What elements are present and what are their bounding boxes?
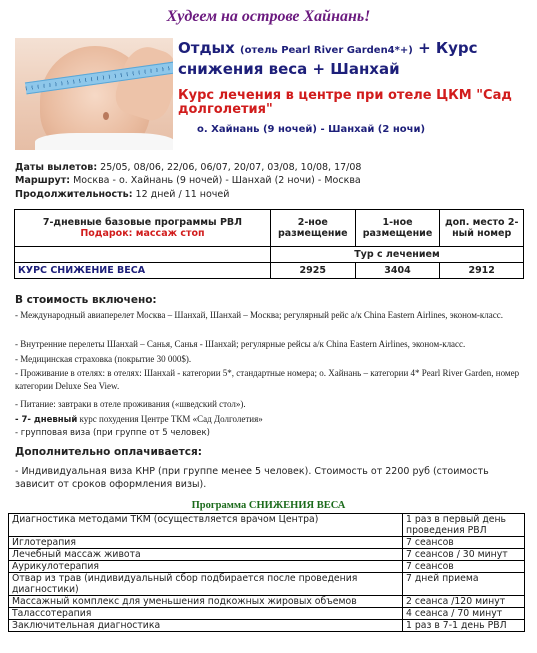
program-row [9,561,525,573]
hero-photo [15,38,173,150]
program-procedure: Талассотерапия [9,608,403,620]
program-frequency: 7 сеансов [403,537,525,549]
hotel-note: (отель Pearl River Garden4*+) [240,45,413,56]
price-double: 2925 [270,263,355,279]
included-item-visa: - групповая виза (при группе от 5 человек) [15,428,210,438]
price-single: 3404 [355,263,440,279]
route-value: Москва - о. Хайнань (9 ночей) - Шанхай (2 ночи) - Москва [73,175,361,186]
route-line [15,175,361,186]
program-title: Программа СНИЖЕНИЯ ВЕСА [191,500,346,511]
duration-value: 12 дней / 11 ночей [135,189,230,200]
route-label: Маршрут: [15,175,71,186]
program-header: 7-дневные базовые программы РВЛ [42,217,243,228]
offer-title-part1: Отдых [178,39,235,57]
program-frequency: 1 раз в 7-1 день РВЛ [403,620,525,632]
tour-label-row [15,247,524,263]
program-row [9,620,525,632]
price-header-row [15,210,524,247]
program-header-cell [15,210,271,247]
included-item-hotels: - Проживание в отелях: в отелях: Шанхай - категории 5*, стандартные номера; о. Хайнань – категории 4* Pearl River Garden, номер категории Deluxe Sea View. [15,368,520,391]
included-item-meals: - Питание: завтраки в отеле проживания («шведский стол»). [15,399,246,409]
extra-heading: Дополнительно оплачивается: [15,446,202,458]
program-procedure: Массажный комплекс для уменьшения подкожных жировых объемов [9,596,403,608]
program-row [9,573,525,596]
tour-label: Тур с лечением [270,247,523,263]
course-rest: курс похудения Центре ТКМ «Сад Долголетия» [79,414,263,424]
offer-title [178,39,528,78]
garment-shape [35,133,173,150]
offer-title-part2: + Курс снижения веса + Шанхай [178,39,478,78]
program-row [9,514,525,537]
course-name: КУРС СНИЖЕНИЕ ВЕСА [15,263,271,279]
program-body [9,514,525,632]
navel-shape [103,112,109,120]
included-item-flight: - Международный авиаперелет Москва – Шанхай, Шанхай – Москва; регулярный рейс а/к China Eastern Airlines, эконом-класс. [15,310,504,320]
col-extra: доп. место 2-ный номер [440,210,524,247]
program-procedure: Диагностика методами ТКМ (осуществляется врачом Центра) [9,514,403,537]
program-frequency: 7 дней приема [403,573,525,596]
program-row [9,537,525,549]
col-double: 2-ное размещение [270,210,355,247]
program-frequency: 7 сеансов [403,561,525,573]
program-procedure: Иглотерапия [9,537,403,549]
program-row [9,596,525,608]
program-procedure: Отвар из трав (индивидуальный сбор подбирается после проведения диагностики) [9,573,403,596]
tour-label-empty [15,247,271,263]
program-frequency: 4 сеанса / 70 минут [403,608,525,620]
dates-value: 25/05, 08/06, 22/06, 06/07, 20/07, 03/08, 10/08, 17/08 [100,162,362,173]
duration-line [15,189,229,200]
route-short: о. Хайнань (9 ночей) - Шанхай (2 ночи) [197,124,426,135]
course-bold: - 7- дневный [15,415,78,425]
program-frequency: 2 сеанса /120 минут [403,596,525,608]
program-procedure: Лечебный массаж живота [9,549,403,561]
program-frequency: 7 сеансов / 30 минут [403,549,525,561]
price-table [14,209,524,279]
included-item-insurance: - Медицинская страховка (покрытие 30 000$). [15,354,192,364]
dates-line [15,162,361,173]
included-heading: В стоимость включено: [15,294,157,306]
program-table [8,513,525,632]
extra-text: - Индивидуальная виза КНР (при группе менее 5 человек). Стоимость от 2200 руб (стоимость зависит от сроков оформления визы). [15,466,489,490]
col-single: 1-ное размещение [355,210,440,247]
program-procedure: Заключительная диагностика [9,620,403,632]
program-row [9,549,525,561]
course-row [15,263,524,279]
duration-label: Продолжительность: [15,189,133,200]
included-item-course [15,413,523,427]
program-procedure: Аурикулотерапия [9,561,403,573]
program-row [9,608,525,620]
page-title: Худеем на острове Хайнань! [166,8,371,25]
gift-note: Подарок: массаж стоп [80,228,205,239]
price-extra: 2912 [440,263,524,279]
program-frequency: 1 раз в первый день проведения РВЛ [403,514,525,537]
included-item-domestic: - Внутренние перелеты Шанхай – Санья, Санья - Шанхай; регулярные рейсы а/к China Eastern Airlines, эконом-класс. [15,339,466,349]
dates-label: Даты вылетов: [15,162,98,173]
treatment-title: Курс лечения в центре при отеле ЦКМ "Сад долголетия" [178,88,512,117]
